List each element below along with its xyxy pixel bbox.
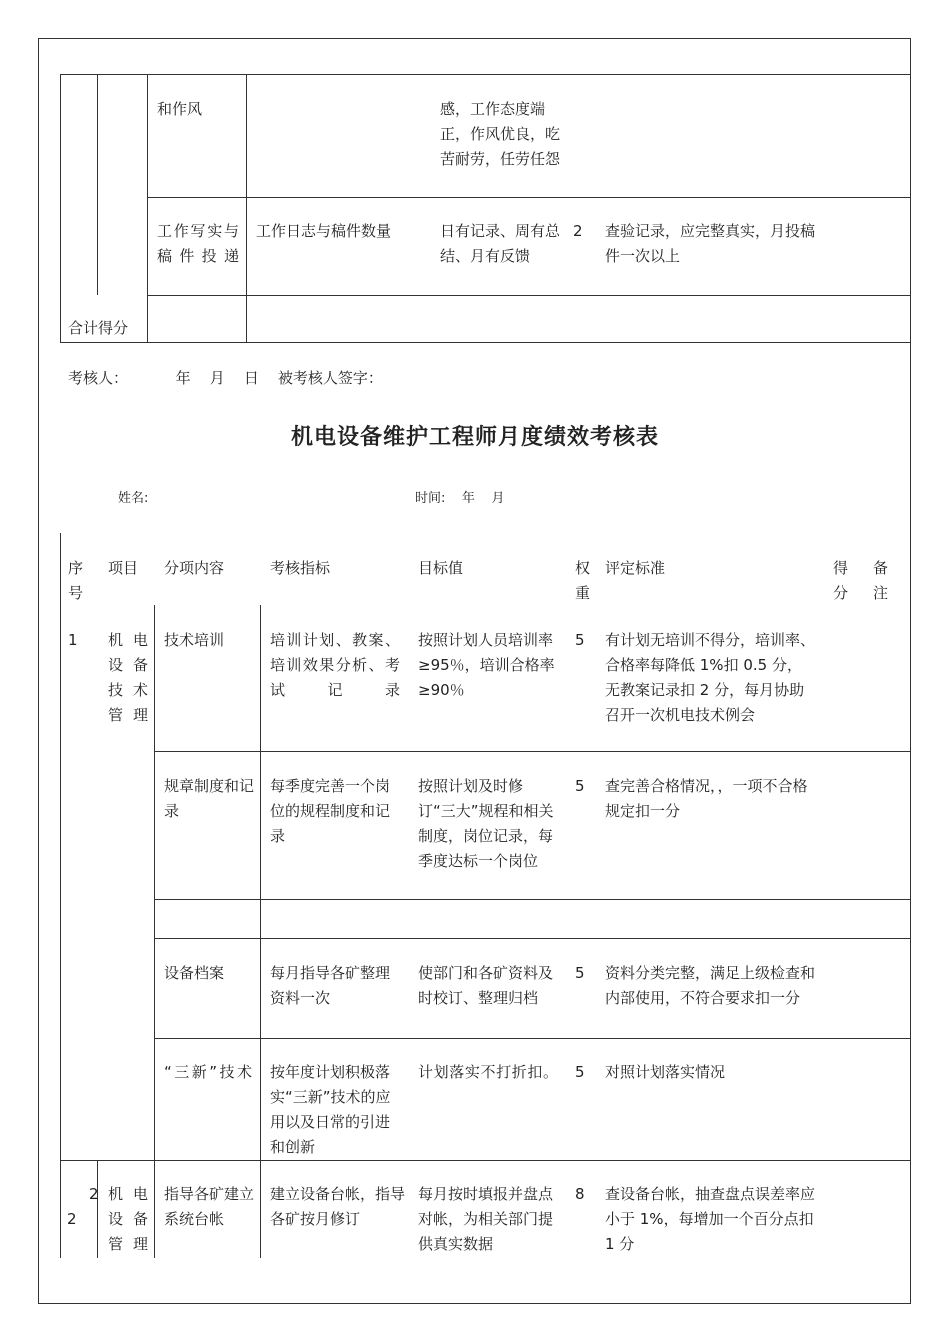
rule <box>147 74 148 343</box>
row-sub-item: 设备档案 <box>164 964 225 982</box>
rule <box>60 74 910 75</box>
rule <box>154 605 155 1258</box>
row-indicator: 培训计划、教案、培训效果分析、考试记录 <box>270 631 400 699</box>
row-indicator: 每季度完善一个岗位的规程制度和记录 <box>270 777 391 845</box>
rule <box>154 938 910 939</box>
header-weight: 权重 <box>575 559 591 602</box>
header-indicator: 考核指标 <box>270 559 331 577</box>
header-score: 得分 <box>833 559 849 602</box>
rule <box>60 533 61 1258</box>
rule <box>60 74 61 343</box>
page-title: 机电设备维护工程师月度绩效考核表 <box>290 425 659 450</box>
signature-line: 考核人： 年 月 日 被考核人签字： <box>68 369 383 387</box>
cell-item: 工作写实与稿件投递 <box>157 222 239 265</box>
row-sub-item: “三新”技术 <box>164 1063 252 1081</box>
group2-seq-extra: 2 <box>89 1185 99 1203</box>
row-sub-item: 指导各矿建立系统台帐 <box>164 1185 255 1228</box>
row-indicator: 建立设备台帐，指导各矿按月修订 <box>270 1185 406 1228</box>
rule <box>60 1160 910 1161</box>
header-sub-item: 分项内容 <box>164 559 225 577</box>
row-weight: 5 <box>575 777 585 795</box>
header-criteria: 评定标准 <box>605 559 666 577</box>
group2-seq: 2 <box>67 1210 77 1228</box>
row-target: 使部门和各矿资料及时校订、整理归档 <box>418 964 554 1007</box>
row-weight: 5 <box>575 631 585 649</box>
group2-project: 机电设备管理 <box>108 1185 148 1253</box>
row-criteria: 对照计划落实情况 <box>605 1063 726 1081</box>
row-criteria: 查设备台帐，抽查盘点误差率应小于 1%，每增加一个百分点扣 1 分 <box>605 1185 816 1253</box>
rule <box>147 295 910 296</box>
row-sub-item: 规章制度和记录 <box>164 777 255 820</box>
rule <box>154 899 910 900</box>
rule <box>246 74 247 343</box>
row-indicator: 按年度计划积极落实“三新”技术的应用以及日常的引进和创新 <box>270 1063 391 1156</box>
row-indicator: 每月指导各矿整理资料一次 <box>270 964 391 1007</box>
group1-seq: 1 <box>68 631 78 649</box>
group1-project: 机电设备技术管理 <box>108 631 148 724</box>
cell-criteria: 查验记录，应完整真实，月投稿件一次以上 <box>605 222 816 265</box>
time-label: 时间: 年 月 <box>415 491 505 506</box>
header-note: 备注 <box>873 559 889 602</box>
cell-indicator: 工作日志与稿件数量 <box>256 222 392 240</box>
name-label: 姓名: <box>118 491 149 506</box>
row-target: 按照计划人员培训率≥95％，培训合格率≥90％ <box>418 631 555 699</box>
row-target: 按照计划及时修订“三大”规程和相关制度，岗位记录，每季度达标一个岗位 <box>418 777 554 870</box>
cell-target: 感，工作态度端正，作风优良，吃苦耐劳，任劳任怨 <box>440 100 561 168</box>
rule <box>154 1038 910 1039</box>
row-weight: 8 <box>575 1185 585 1203</box>
cell-weight: 2 <box>573 222 583 240</box>
row-sub-item: 技术培训 <box>164 631 225 649</box>
row-criteria: 资料分类完整，满足上级检查和内部使用，不符合要求扣一分 <box>605 964 816 1007</box>
rule <box>260 605 261 1258</box>
row-target: 计划落实不打折扣。 <box>418 1063 558 1081</box>
cell-target: 日有记录、周有总结、月有反馈 <box>440 222 561 265</box>
rule <box>147 197 910 198</box>
total-score-label: 合计得分 <box>68 319 129 337</box>
row-weight: 5 <box>575 964 585 982</box>
rule <box>97 1160 98 1258</box>
rule <box>154 751 910 752</box>
row-criteria: 有计划无培训不得分，培训率、合格率每降低 1%扣 0.5 分，无教案记录扣 2 分，每月协助召开一次机电技术例会 <box>605 631 816 724</box>
header-seq: 序号 <box>68 559 84 602</box>
header-project: 项目 <box>108 559 139 577</box>
rule <box>60 342 910 343</box>
cell-item: 和作风 <box>157 100 203 118</box>
row-target: 每月按时填报并盘点对帐，为相关部门提供真实数据 <box>418 1185 554 1253</box>
row-criteria: 查完善合格情况，，一项不合格规定扣一分 <box>605 777 808 820</box>
row-weight: 5 <box>575 1063 585 1081</box>
rule <box>97 74 98 295</box>
header-target: 目标值 <box>418 559 464 577</box>
